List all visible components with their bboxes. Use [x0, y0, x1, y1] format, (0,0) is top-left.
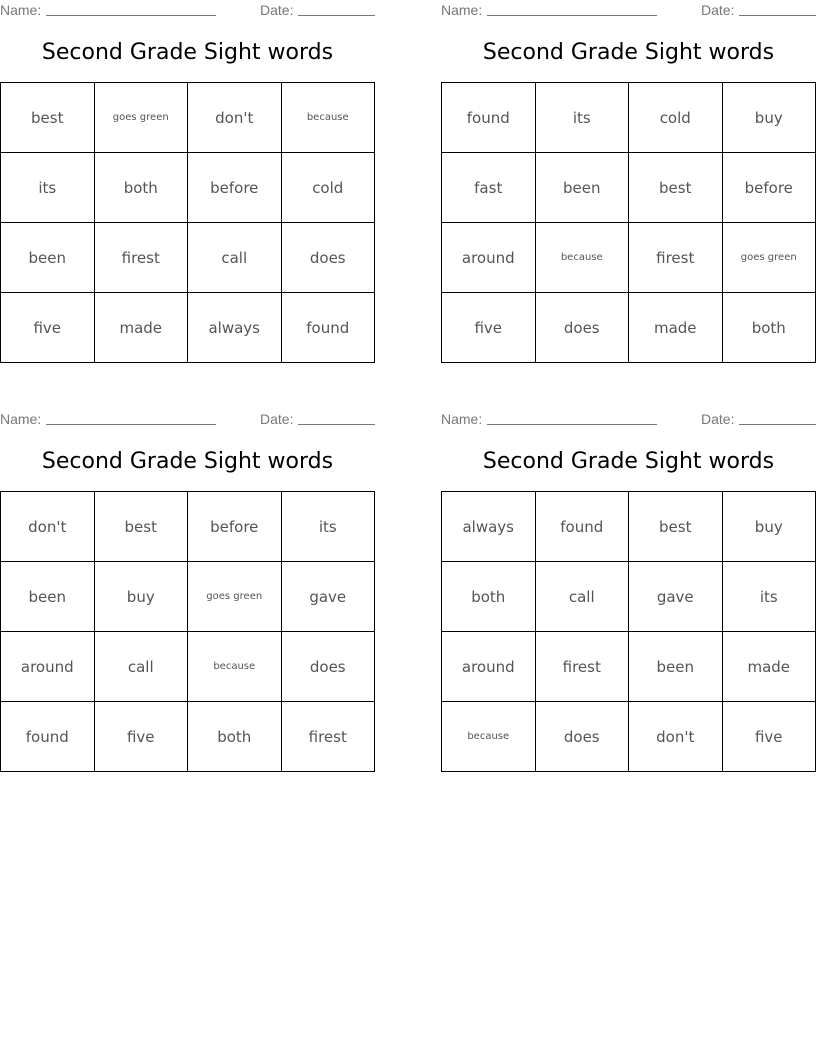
- word-cell: because: [281, 83, 375, 153]
- word-cell: made: [629, 293, 723, 363]
- card-header: [441, 2, 816, 20]
- card-title: Second Grade Sight words: [41, 40, 334, 65]
- word-cell: its: [722, 562, 816, 632]
- word-cell: goes green: [188, 562, 282, 632]
- grid-row: [442, 223, 816, 293]
- word-cell: firest: [281, 702, 375, 772]
- card-header: [441, 411, 816, 429]
- word-cell: five: [1, 293, 95, 363]
- word-cell: been: [1, 562, 95, 632]
- word-cell: gave: [629, 562, 723, 632]
- word-cell: both: [442, 562, 536, 632]
- word-cell: call: [188, 223, 282, 293]
- grid-row: [442, 632, 816, 702]
- grid-row: [442, 492, 816, 562]
- word-cell: its: [281, 492, 375, 562]
- word-cell: don't: [188, 83, 282, 153]
- word-cell: both: [722, 293, 816, 363]
- bingo-card-3: [0, 409, 375, 773]
- word-cell: best: [629, 492, 723, 562]
- date-field[interactable]: [298, 424, 375, 425]
- grid-row: [1, 153, 375, 223]
- word-cell: five: [722, 702, 816, 772]
- word-cell: best: [94, 492, 188, 562]
- word-cell: found: [535, 492, 629, 562]
- word-cell: around: [1, 632, 95, 702]
- name-field[interactable]: [487, 15, 657, 16]
- name-label: Name:: [441, 2, 483, 18]
- bingo-card-1: [0, 0, 375, 364]
- word-cell: because: [535, 223, 629, 293]
- word-cell: goes green: [94, 83, 188, 153]
- word-cell: around: [442, 223, 536, 293]
- word-cell: don't: [629, 702, 723, 772]
- word-cell: five: [94, 702, 188, 772]
- name-field[interactable]: [46, 15, 216, 16]
- word-cell: found: [281, 293, 375, 363]
- word-cell: buy: [722, 492, 816, 562]
- name-label: Name:: [441, 411, 483, 427]
- word-cell: been: [1, 223, 95, 293]
- word-cell: both: [94, 153, 188, 223]
- word-cell: firest: [629, 223, 723, 293]
- word-cell: both: [188, 702, 282, 772]
- word-cell: best: [629, 153, 723, 223]
- word-cell: found: [1, 702, 95, 772]
- word-cell: cold: [281, 153, 375, 223]
- word-cell: been: [535, 153, 629, 223]
- word-cell: before: [188, 492, 282, 562]
- word-cell: call: [94, 632, 188, 702]
- word-cell: does: [281, 632, 375, 702]
- word-cell: best: [1, 83, 95, 153]
- word-cell: its: [1, 153, 95, 223]
- card-title: Second Grade Sight words: [482, 449, 775, 474]
- date-label: Date:: [701, 411, 735, 427]
- word-cell: call: [535, 562, 629, 632]
- word-cell: firest: [535, 632, 629, 702]
- bingo-card-2: [441, 0, 816, 364]
- word-cell: buy: [722, 83, 816, 153]
- date-label: Date:: [260, 2, 294, 18]
- word-grid: [441, 491, 816, 772]
- date-field[interactable]: [739, 424, 816, 425]
- word-cell: made: [94, 293, 188, 363]
- word-cell: does: [535, 702, 629, 772]
- card-header: [0, 2, 375, 20]
- name-label: Name:: [0, 2, 42, 18]
- date-field[interactable]: [739, 15, 816, 16]
- word-cell: firest: [94, 223, 188, 293]
- word-grid: [441, 82, 816, 363]
- word-cell: fast: [442, 153, 536, 223]
- word-cell: been: [629, 632, 723, 702]
- grid-row: [442, 562, 816, 632]
- grid-row: [442, 83, 816, 153]
- card-header: [0, 411, 375, 429]
- date-label: Date:: [260, 411, 294, 427]
- grid-row: [1, 293, 375, 363]
- word-grid: [0, 491, 375, 772]
- grid-row: [1, 492, 375, 562]
- name-label: Name:: [0, 411, 42, 427]
- word-cell: before: [722, 153, 816, 223]
- date-field[interactable]: [298, 15, 375, 16]
- word-cell: because: [188, 632, 282, 702]
- word-cell: don't: [1, 492, 95, 562]
- grid-row: [1, 562, 375, 632]
- word-cell: because: [442, 702, 536, 772]
- name-field[interactable]: [46, 424, 216, 425]
- word-cell: does: [535, 293, 629, 363]
- word-cell: its: [535, 83, 629, 153]
- word-cell: before: [188, 153, 282, 223]
- card-title: Second Grade Sight words: [41, 449, 334, 474]
- date-label: Date:: [701, 2, 735, 18]
- word-cell: found: [442, 83, 536, 153]
- grid-row: [442, 293, 816, 363]
- word-cell: always: [188, 293, 282, 363]
- word-cell: cold: [629, 83, 723, 153]
- word-cell: buy: [94, 562, 188, 632]
- word-cell: made: [722, 632, 816, 702]
- grid-row: [442, 153, 816, 223]
- word-cell: five: [442, 293, 536, 363]
- word-grid: [0, 82, 375, 363]
- grid-row: [1, 223, 375, 293]
- grid-row: [1, 702, 375, 772]
- word-cell: always: [442, 492, 536, 562]
- grid-row: [1, 632, 375, 702]
- word-cell: goes green: [722, 223, 816, 293]
- name-field[interactable]: [487, 424, 657, 425]
- card-title: Second Grade Sight words: [482, 40, 775, 65]
- grid-row: [1, 83, 375, 153]
- word-cell: does: [281, 223, 375, 293]
- grid-row: [442, 702, 816, 772]
- word-cell: gave: [281, 562, 375, 632]
- word-cell: around: [442, 632, 536, 702]
- bingo-card-4: [441, 409, 816, 773]
